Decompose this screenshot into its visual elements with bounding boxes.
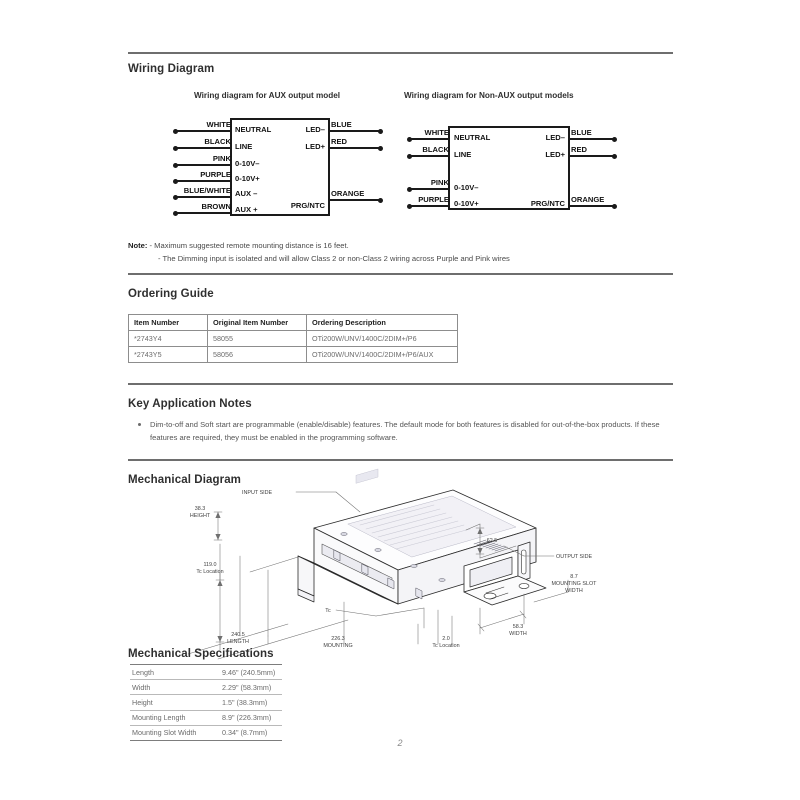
page-number: 2	[397, 738, 403, 748]
wire-aux-red	[329, 147, 379, 149]
terminal-aux-line: LINE	[235, 142, 253, 151]
terminal-aux-0-10v-pos: 0-10V+	[235, 174, 260, 183]
wire-dot-nonaux-red	[612, 154, 617, 159]
dim-depth-value: 62.5	[486, 538, 498, 544]
wire-label-aux-blue-white: BLUE/WHITE	[183, 186, 231, 195]
wire-nonaux-purple	[410, 205, 450, 207]
wire-dot-aux-orange	[378, 198, 383, 203]
spec-key-mounting-length: Mounting Length	[130, 710, 220, 725]
wire-dot-aux-brown	[173, 211, 178, 216]
wire-aux-brown	[176, 212, 232, 214]
dim-tc1-value: 119.0	[203, 562, 217, 568]
dim-tc2-label: Tc Location	[432, 643, 460, 649]
wiring-aux-title: Wiring diagram for AUX output model	[194, 91, 341, 100]
note-label: Note:	[128, 241, 148, 250]
terminal-aux-neutral: NEUTRAL	[235, 125, 272, 134]
spec-value-length: 9.46" (240.5mm)	[220, 665, 282, 680]
terminal-aux-led-pos: LED+	[305, 142, 325, 151]
cell-ordering-description: OTi200W/UNV/1400C/2DIM+/P6	[307, 331, 458, 347]
cell-item-number: *2743Y4	[129, 331, 208, 347]
wire-label-aux-orange: ORANGE	[331, 189, 365, 198]
table-row	[129, 331, 458, 347]
wire-dot-aux-black	[173, 146, 178, 151]
mechanical-specs-table	[130, 664, 282, 741]
dim-width-label: WIDTH	[509, 631, 527, 637]
terminal-nonaux-prg-ntc: PRG/NTC	[530, 199, 565, 208]
wire-aux-blue	[329, 130, 379, 132]
wiring-nonaux-title: Wiring diagram for Non-AUX output models	[404, 91, 574, 100]
wire-label-nonaux-purple: PURPLE	[418, 195, 449, 204]
wire-label-nonaux-pink: PINK	[430, 178, 449, 187]
dim-length-label: LENGTH	[227, 639, 249, 645]
terminal-nonaux-led-neg: LED–	[545, 133, 565, 142]
list-item	[150, 419, 670, 444]
terminal-aux-aux-pos: AUX +	[235, 205, 258, 214]
dim-mounting-label: MOUNTING	[323, 643, 353, 649]
table-row	[130, 695, 282, 710]
wire-dot-nonaux-black	[407, 154, 412, 159]
wire-aux-white	[176, 130, 232, 132]
column-header-item-number: Item Number	[129, 315, 208, 331]
terminal-nonaux-0-10v-neg: 0-10V–	[454, 183, 479, 192]
wire-label-nonaux-red: RED	[571, 145, 588, 154]
note-text-1: - Maximum suggested remote mounting distance is 16 feet.	[149, 241, 349, 250]
table-row	[129, 347, 458, 363]
wire-label-aux-brown: BROWN	[201, 202, 231, 211]
bullet-icon	[138, 423, 141, 426]
table-row	[130, 665, 282, 680]
dim-slot-label-2: WIDTH	[565, 588, 583, 594]
wire-dot-aux-pink	[173, 163, 178, 168]
wire-dot-nonaux-purple	[407, 204, 412, 209]
divider-mechanical-top	[128, 459, 673, 461]
dim-tc2-value: 2.0	[442, 636, 450, 642]
wire-aux-pink	[176, 164, 232, 166]
wire-nonaux-red	[569, 155, 613, 157]
wire-aux-orange	[329, 199, 379, 201]
divider-ordering-top	[128, 273, 673, 275]
column-header-ordering-description: Ordering Description	[307, 315, 458, 331]
dim-slot-value: 8.7	[570, 574, 578, 580]
wire-label-aux-white: WHITE	[206, 120, 231, 129]
wire-label-aux-blue: BLUE	[331, 120, 352, 129]
terminal-nonaux-neutral: NEUTRAL	[454, 133, 491, 142]
wire-dot-nonaux-orange	[612, 204, 617, 209]
heading-key-application-notes: Key Application Notes	[128, 398, 252, 410]
heading-ordering-guide: Ordering Guide	[128, 288, 214, 300]
wire-label-nonaux-white: WHITE	[424, 128, 449, 137]
spec-value-mounting-length: 8.9" (226.3mm)	[220, 710, 282, 725]
terminal-aux-prg-ntc: PRG/NTC	[290, 201, 325, 210]
cell-original-item-number: 58056	[208, 347, 307, 363]
terminal-nonaux-led-pos: LED+	[545, 150, 565, 159]
list-item-text: Dim-to-off and Soft start are programmable (enable/disable) features. The default mode for both features is disabled for out-of-the-box products. If these features are required, they must be enabled in the programming software.	[150, 420, 660, 442]
spec-key-length: Length	[130, 665, 220, 680]
dim-tc1-label: Tc Location	[196, 569, 224, 575]
dim-mounting-value: 226.3	[331, 636, 345, 642]
wire-label-nonaux-orange: ORANGE	[571, 195, 605, 204]
wire-label-nonaux-black: BLACK	[422, 145, 449, 154]
wire-dot-aux-blue-white	[173, 195, 178, 200]
dim-width-value: 58.3	[512, 624, 524, 630]
note-line-1	[128, 239, 688, 252]
wire-nonaux-white	[410, 138, 450, 140]
label-input-side: INPUT SIDE	[242, 490, 273, 496]
column-header-original-item-number: Original Item Number	[208, 315, 307, 331]
wire-label-aux-red: RED	[331, 137, 348, 146]
spec-value-width: 2.29" (58.3mm)	[220, 680, 282, 695]
dim-length-value: 240.5	[231, 632, 245, 638]
terminal-nonaux-line: LINE	[454, 150, 472, 159]
wire-nonaux-orange	[569, 205, 613, 207]
wire-dot-aux-red	[378, 146, 383, 151]
spec-key-width: Width	[130, 680, 220, 695]
wire-aux-black	[176, 147, 232, 149]
heading-mechanical-diagram: Mechanical Diagram	[128, 474, 242, 486]
cell-original-item-number: 58055	[208, 331, 307, 347]
wire-dot-aux-white	[173, 129, 178, 134]
table-row	[130, 710, 282, 725]
heading-mechanical-specifications: Mechanical Specifications	[128, 648, 274, 660]
wire-nonaux-pink	[410, 188, 450, 190]
wire-aux-blue-white	[176, 196, 232, 198]
table-header-row	[129, 315, 458, 331]
wire-nonaux-blue	[569, 138, 613, 140]
divider-key-notes-top	[128, 383, 673, 385]
wire-aux-purple	[176, 180, 232, 182]
cell-ordering-description: OTi200W/UNV/1400C/2DIM+/P6/AUX	[307, 347, 458, 363]
wire-label-aux-black: BLACK	[204, 137, 231, 146]
table-row	[130, 680, 282, 695]
dim-tc-pointer: Tc	[325, 608, 331, 614]
wire-dot-aux-purple	[173, 179, 178, 184]
dim-slot-label-1: MOUNTING SLOT	[551, 581, 597, 587]
wire-dot-nonaux-blue	[612, 137, 617, 142]
wire-label-aux-pink: PINK	[212, 154, 231, 163]
divider-wiring-top	[128, 52, 673, 54]
ordering-guide-table	[128, 314, 458, 363]
dim-height-value: 38.3	[194, 506, 206, 512]
terminal-nonaux-0-10v-pos: 0-10V+	[454, 199, 479, 208]
label-output-side: OUTPUT SIDE	[556, 554, 593, 560]
spec-key-height: Height	[130, 695, 220, 710]
wire-label-aux-purple: PURPLE	[200, 170, 231, 179]
key-notes-list	[150, 419, 670, 444]
dim-height-label: HEIGHT	[189, 513, 211, 519]
note-text-2: - The Dimming input is isolated and will allow Class 2 or non-Class 2 wiring across Purple and Pink wires	[158, 254, 510, 263]
wire-label-nonaux-blue: BLUE	[571, 128, 592, 137]
page-title-wiring-diagram: Wiring Diagram	[128, 63, 215, 75]
spec-value-mounting-slot-width: 0.34" (8.7mm)	[220, 725, 282, 740]
wire-dot-nonaux-pink	[407, 187, 412, 192]
spec-value-height: 1.5" (38.3mm)	[220, 695, 282, 710]
wire-dot-nonaux-white	[407, 137, 412, 142]
wiring-note	[128, 239, 688, 265]
cell-item-number: *2743Y5	[129, 347, 208, 363]
terminal-aux-aux-neg: AUX –	[235, 189, 258, 198]
wire-dot-aux-blue	[378, 129, 383, 134]
terminal-aux-0-10v-neg: 0-10V–	[235, 159, 260, 168]
wire-nonaux-black	[410, 155, 450, 157]
spec-key-mounting-slot-width: Mounting Slot Width	[130, 725, 220, 740]
terminal-aux-led-neg: LED–	[305, 125, 325, 134]
